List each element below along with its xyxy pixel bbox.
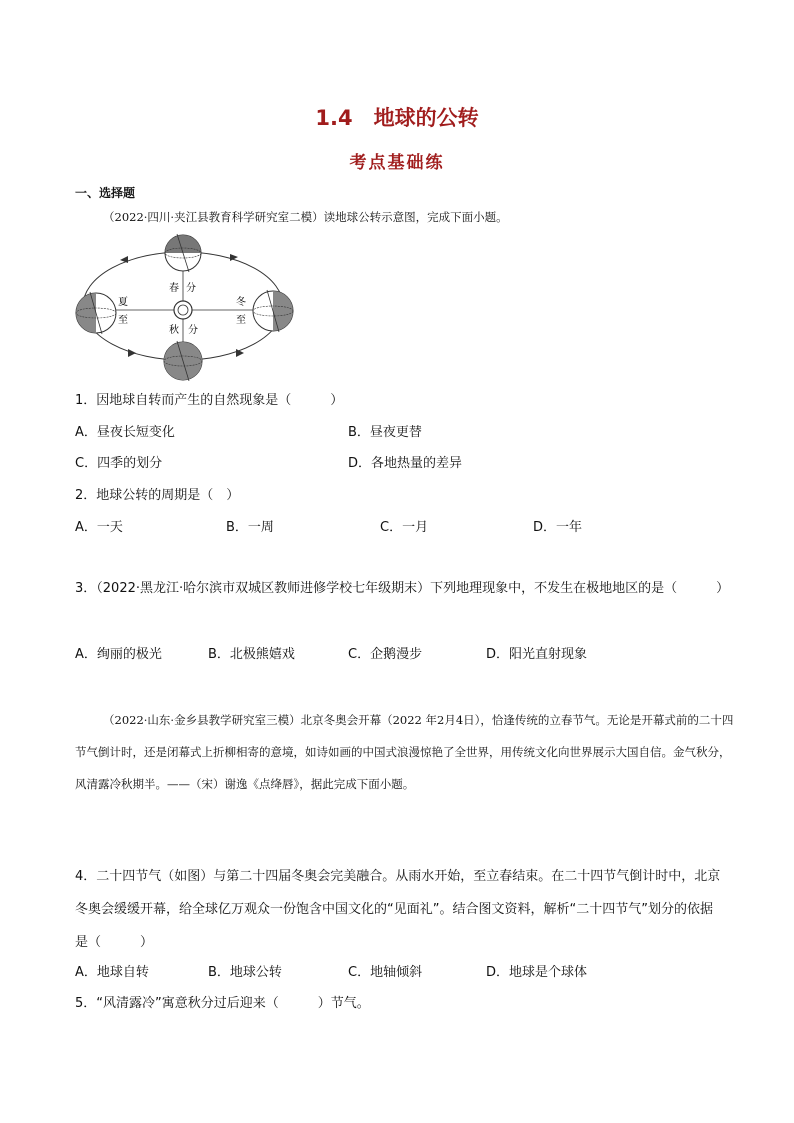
earth-orbit-diagram [68,233,298,381]
q4-option-d[interactable]: D．地球是个球体 [486,965,588,980]
earth-spring-icon [165,234,201,272]
label-winter-1: 冬 [236,297,246,308]
label-summer-2: 至 [118,315,128,326]
question-4-stem: 4．二十四节气（如图）与第二十四届冬奥会完美融合。从雨水开始，至立春结束。在二十四节气倒计时中，北京冬奥会缓缓开幕，给全球亿万观众一份饱含中国文化的“见面礼”。结合图文资料，解析“二十四节气”划分的依据是（ ） [75,869,721,950]
section-heading: 一、选择题 [75,186,136,200]
orbit-arrow-icon [128,349,136,357]
q1-option-a[interactable]: A．昼夜长短变化 [75,425,175,440]
intro-paragraph-2 [75,704,735,800]
q1-option-d[interactable]: D．各地热量的差异 [348,456,463,471]
q2-option-a[interactable]: A．一天 [75,520,123,535]
label-spring-1: 春 [169,283,179,294]
label-autumn-1: 秋 [169,325,179,336]
q3-option-c[interactable]: C．企鹅漫步 [348,647,423,662]
q4-option-b[interactable]: B．地球公转 [208,965,282,980]
sun-icon [174,301,192,319]
earth-summer-icon [76,292,116,334]
label-spring-2: 分 [186,283,196,294]
label-summer-1: 夏 [118,297,128,308]
q1-option-b[interactable]: B．昼夜更替 [348,425,422,440]
q4-option-c[interactable]: C．地轴倾斜 [348,965,423,980]
label-autumn-2: 分 [188,325,198,336]
q3-option-a[interactable]: A．绚丽的极光 [75,647,162,662]
page-subtitle: 考点基础练 [349,153,445,173]
intro-paragraph-2-text: （2022·山东·金乡县教学研究室三模）北京冬奥会开幕（2022 年2月4日），恰逢传统的立春节气。无论是开幕式前的二十四节气倒计时，还是闭幕式上折柳相寄的意境，如诗如画的中国式浪漫惊艳了全世界，用传统文化向世界展示大国自信。金气秋分，风清露冷秋期半。——（宋）谢逸《点绛唇》，据此完成下面小题。 [75,713,734,791]
question-2-stem: 2．地球公转的周期是（ ） [75,488,240,503]
q3-option-b[interactable]: B．北极熊嬉戏 [208,647,295,662]
q2-option-b[interactable]: B．一周 [226,520,274,535]
q3-option-d[interactable]: D．阳光直射现象 [486,647,588,662]
earth-autumn-icon [164,341,202,381]
q2-option-d[interactable]: D．一年 [533,520,583,535]
intro-paragraph-1: （2022·四川·夹江县教育科学研究室二模）读地球公转示意图，完成下面小题。 [103,210,508,224]
q4-option-a[interactable]: A．地球自转 [75,965,149,980]
label-winter-2: 至 [236,315,246,326]
question-1-stem: 1．因地球自转而产生的自然现象是（ ） [75,393,344,408]
question-5-stem: 5．“风清露冷”寓意秋分过后迎来（ ）节气。 [75,996,370,1011]
earth-winter-icon [253,290,293,332]
page-title: 1.4 地球的公转 [315,106,479,130]
q1-option-c[interactable]: C．四季的划分 [75,456,163,471]
question-3-stem: 3．（2022·黑龙江·哈尔滨市双城区教师进修学校七年级期末）下列地理现象中，不发生在极地地区的是（ ） [75,581,730,596]
q2-option-c[interactable]: C．一月 [380,520,429,535]
